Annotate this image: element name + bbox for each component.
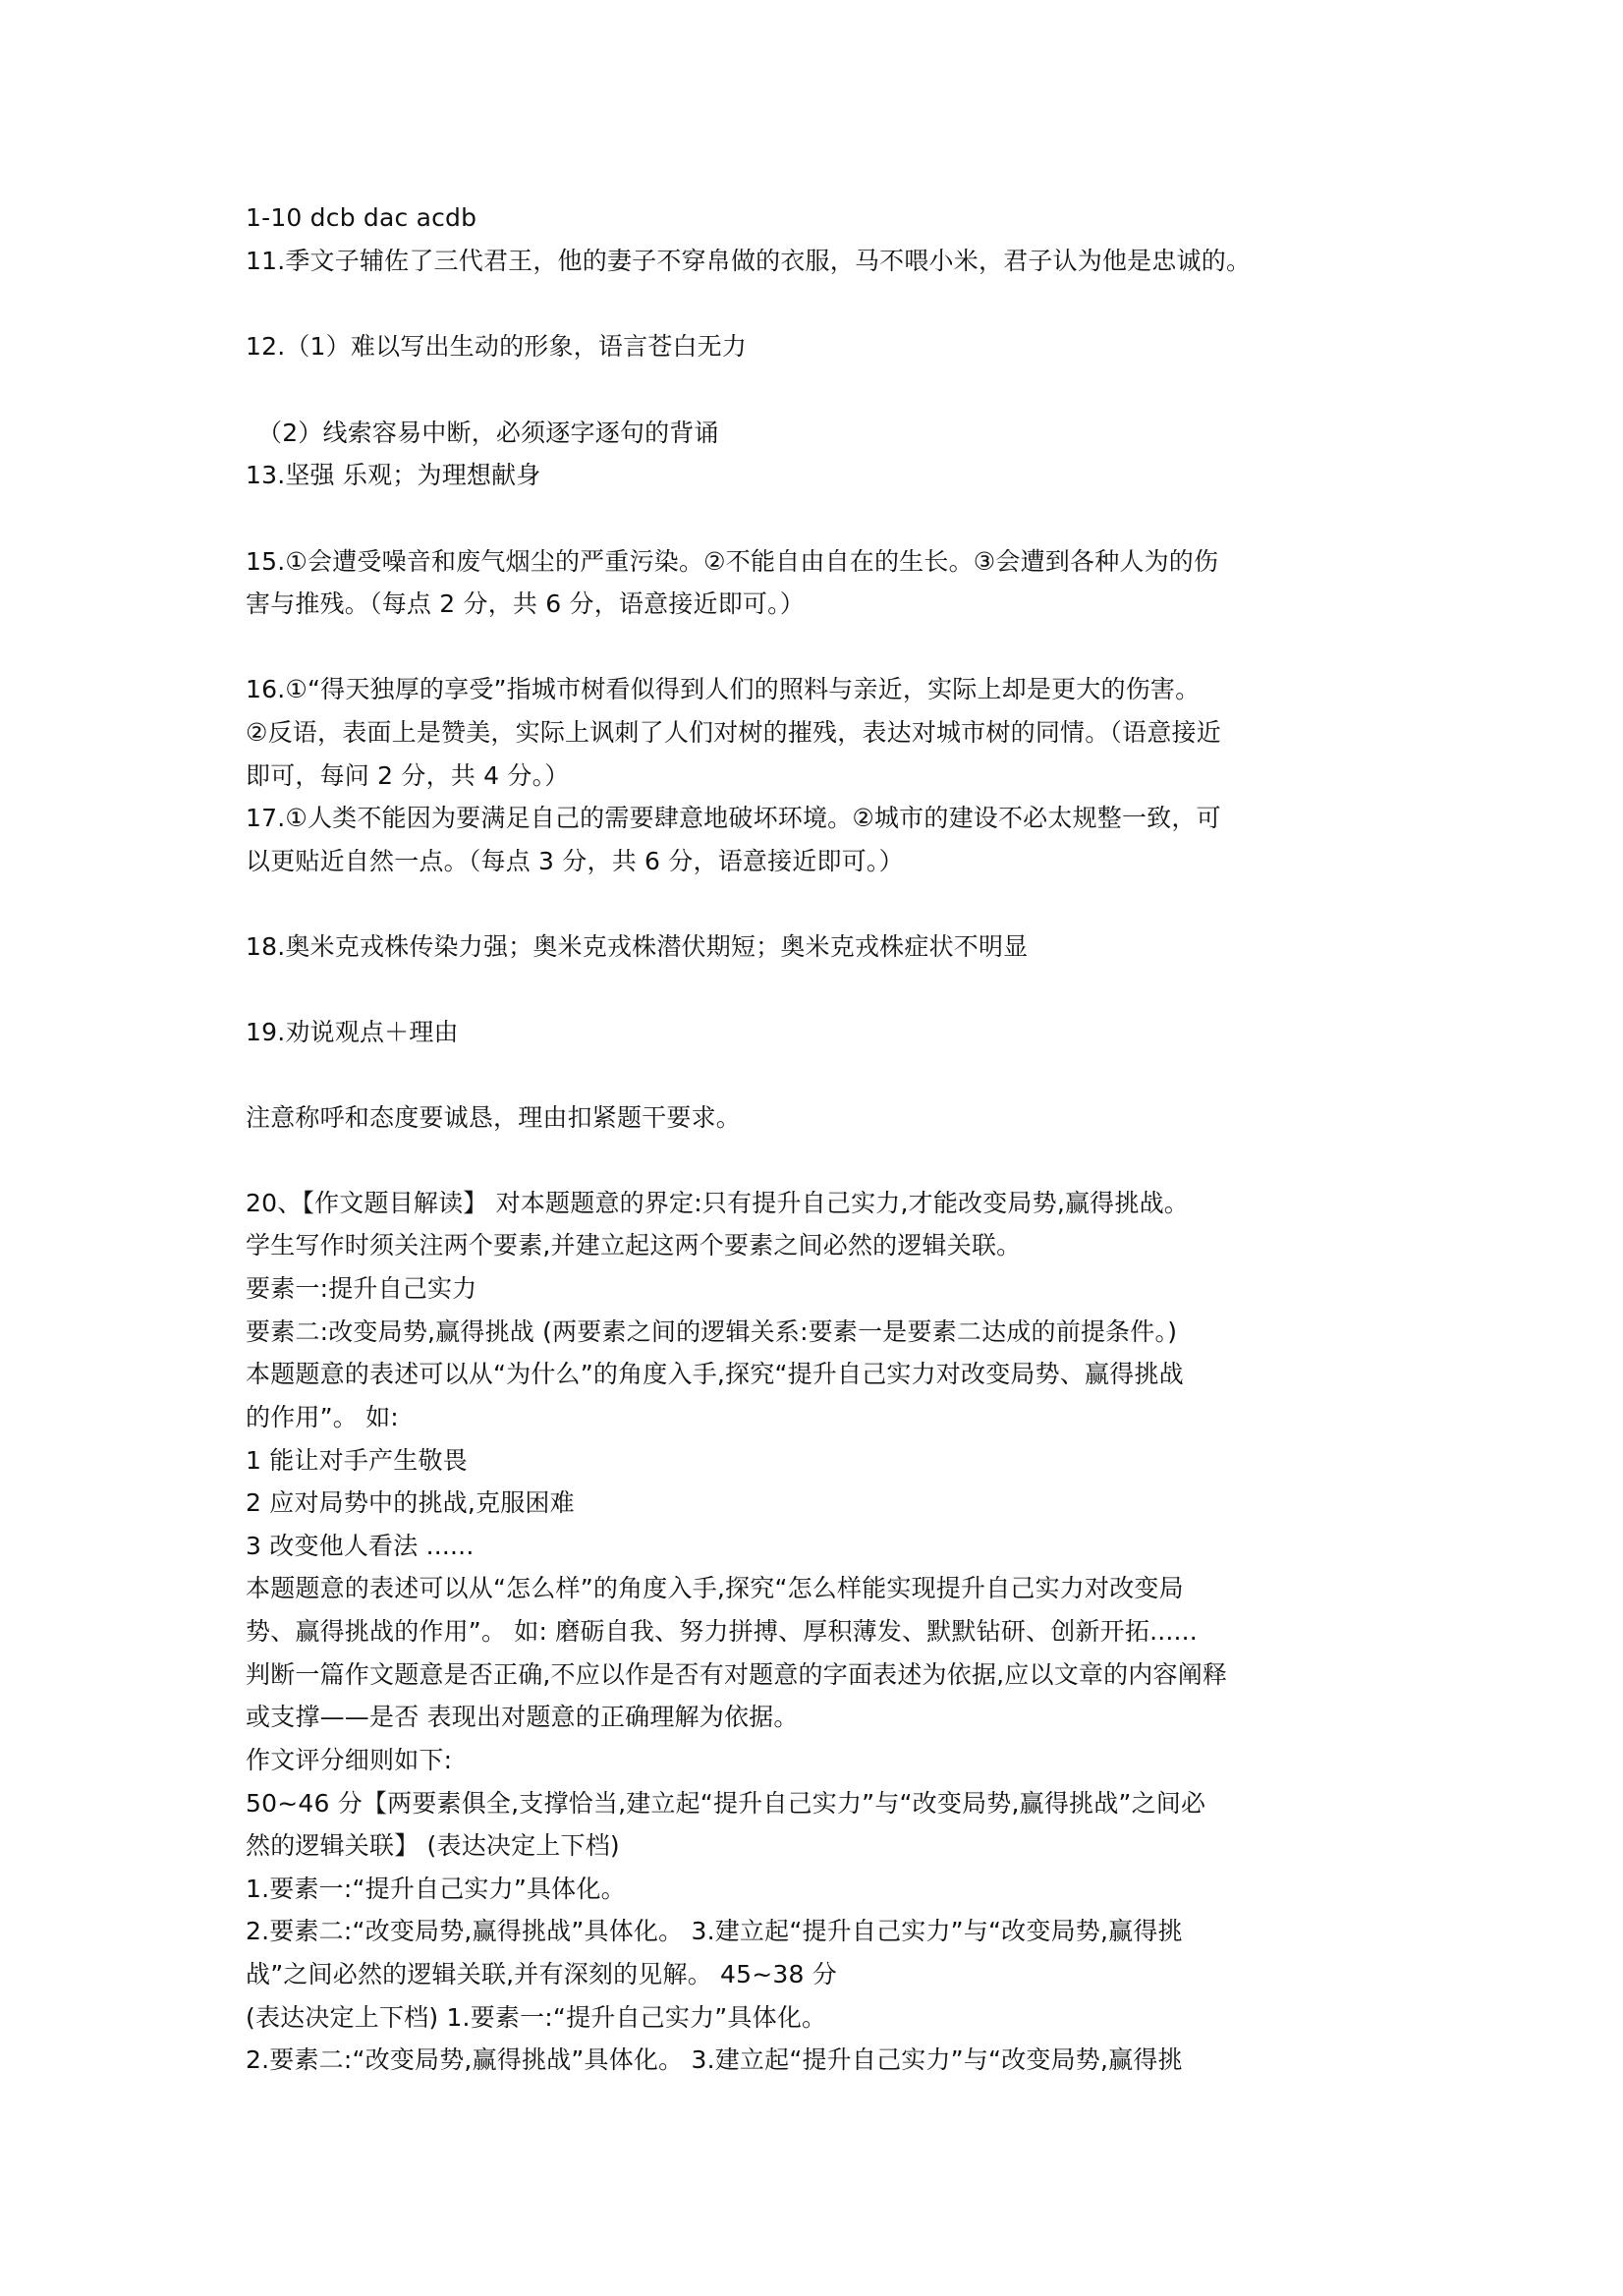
answer-line: 2.要素二:“改变局势,赢得挑战”具体化。 3.建立起“提升自己实力”与“改变局势,赢得挑	[246, 1917, 1183, 1945]
answer-line: 17.①人类不能因为要满足自己的需要肆意地破坏环境。②城市的建设不必太规整一致，可	[246, 804, 1221, 832]
answer-line: 判断一篇作文题意是否正确,不应以作是否有对题意的字面表述为依据,应以文章的内容阐释	[246, 1660, 1228, 1689]
answer-line: 12.（1）难以写出生动的形象，语言苍白无力	[246, 332, 748, 361]
answer-line: 以更贴近自然一点。（每点 3 分，共 6 分，语意接近即可。）	[246, 847, 904, 875]
answer-line: 要素一:提升自己实力	[246, 1274, 477, 1303]
answer-line: 本题题意的表述可以从“为什么”的角度入手,探究“提升自己实力对改变局势、赢得挑战	[246, 1360, 1184, 1388]
answer-line: 要素二:改变局势,赢得挑战 (两要素之间的逻辑关系:要素一是要素二达成的前提条件。)	[246, 1317, 1178, 1346]
answer-line: 注意称呼和态度要诚恳，理由扣紧题干要求。	[246, 1103, 742, 1132]
answer-line: 势、赢得挑战的作用”。 如: 磨砺自我、努力拼搏、厚积薄发、默默钻研、创新开拓......	[246, 1617, 1198, 1646]
answer-line: 或支撑——是否 表现出对题意的正确理解为依据。	[246, 1703, 799, 1731]
answer-line: ②反语，表面上是赞美，实际上讽刺了人们对树的摧残，表达对城市树的同情。（语意接近	[246, 718, 1221, 747]
answer-line: 20、【作文题目解读】 对本题题意的界定:只有提升自己实力,才能改变局势,赢得挑战。	[246, 1189, 1189, 1217]
answer-line: (表达决定上下档) 1.要素一:“提升自己实力”具体化。	[246, 2003, 827, 2032]
answer-line: 3 改变他人看法 ......	[246, 1532, 475, 1560]
answer-line: 16.①“得天独厚的享受”指城市树看似得到人们的照料与亲近，实际上却是更大的伤害。	[246, 675, 1201, 703]
answer-line: 2 应对局势中的挑战,克服困难	[246, 1488, 575, 1517]
answer-line: 11.季文子辅佐了三代君王，他的妻子不穿帛做的衣服，马不喂小米，君子认为他是忠诚的。	[246, 247, 1252, 275]
answer-line: 的作用”。 如:	[246, 1403, 399, 1431]
answer-line: 即可，每问 2 分，共 4 分。）	[246, 761, 570, 790]
answer-line: 然的逻辑关联】 (表达决定上下档)	[246, 1831, 620, 1860]
answer-line: 19.劝说观点＋理由	[246, 1018, 459, 1046]
answer-line: 1 能让对手产生敬畏	[246, 1446, 468, 1475]
answer-line: （2）线索容易中断，必须逐字逐句的背诵	[257, 419, 719, 447]
answer-line: 作文评分细则如下:	[246, 1746, 453, 1774]
answer-line: 50~46 分【两要素俱全,支撑恰当,建立起“提升自己实力”与“改变局势,赢得挑战”之间必	[246, 1789, 1206, 1818]
answer-line: 害与推残。（每点 2 分，共 6 分，语意接近即可。）	[246, 589, 806, 618]
answer-line: 18.奥米克戎株传染力强；奥米克戎株潜伏期短；奥米克戎株症状不明显	[246, 932, 1029, 961]
answer-line: 学生写作时须关注两个要素,并建立起这两个要素之间必然的逻辑关联。	[246, 1231, 1022, 1260]
answer-line: 本题题意的表述可以从“怎么样”的角度入手,探究“怎么样能实现提升自己实力对改变局	[246, 1574, 1184, 1602]
answer-line: 1-10 dcb dac acdb	[246, 203, 477, 232]
answer-line: 15.①会遭受噪音和废气烟尘的严重污染。②不能自由自在的生长。③会遭到各种人为的伤	[246, 547, 1219, 576]
answer-line: 13.坚强 乐观；为理想献身	[246, 461, 541, 489]
answer-line: 战”之间必然的逻辑关联,并有深刻的见解。 45~38 分	[246, 1960, 837, 1988]
answer-line: 2.要素二:“改变局势,赢得挑战”具体化。 3.建立起“提升自己实力”与“改变局势,赢得挑	[246, 2045, 1183, 2074]
answer-line: 1.要素一:“提升自己实力”具体化。	[246, 1875, 626, 1903]
